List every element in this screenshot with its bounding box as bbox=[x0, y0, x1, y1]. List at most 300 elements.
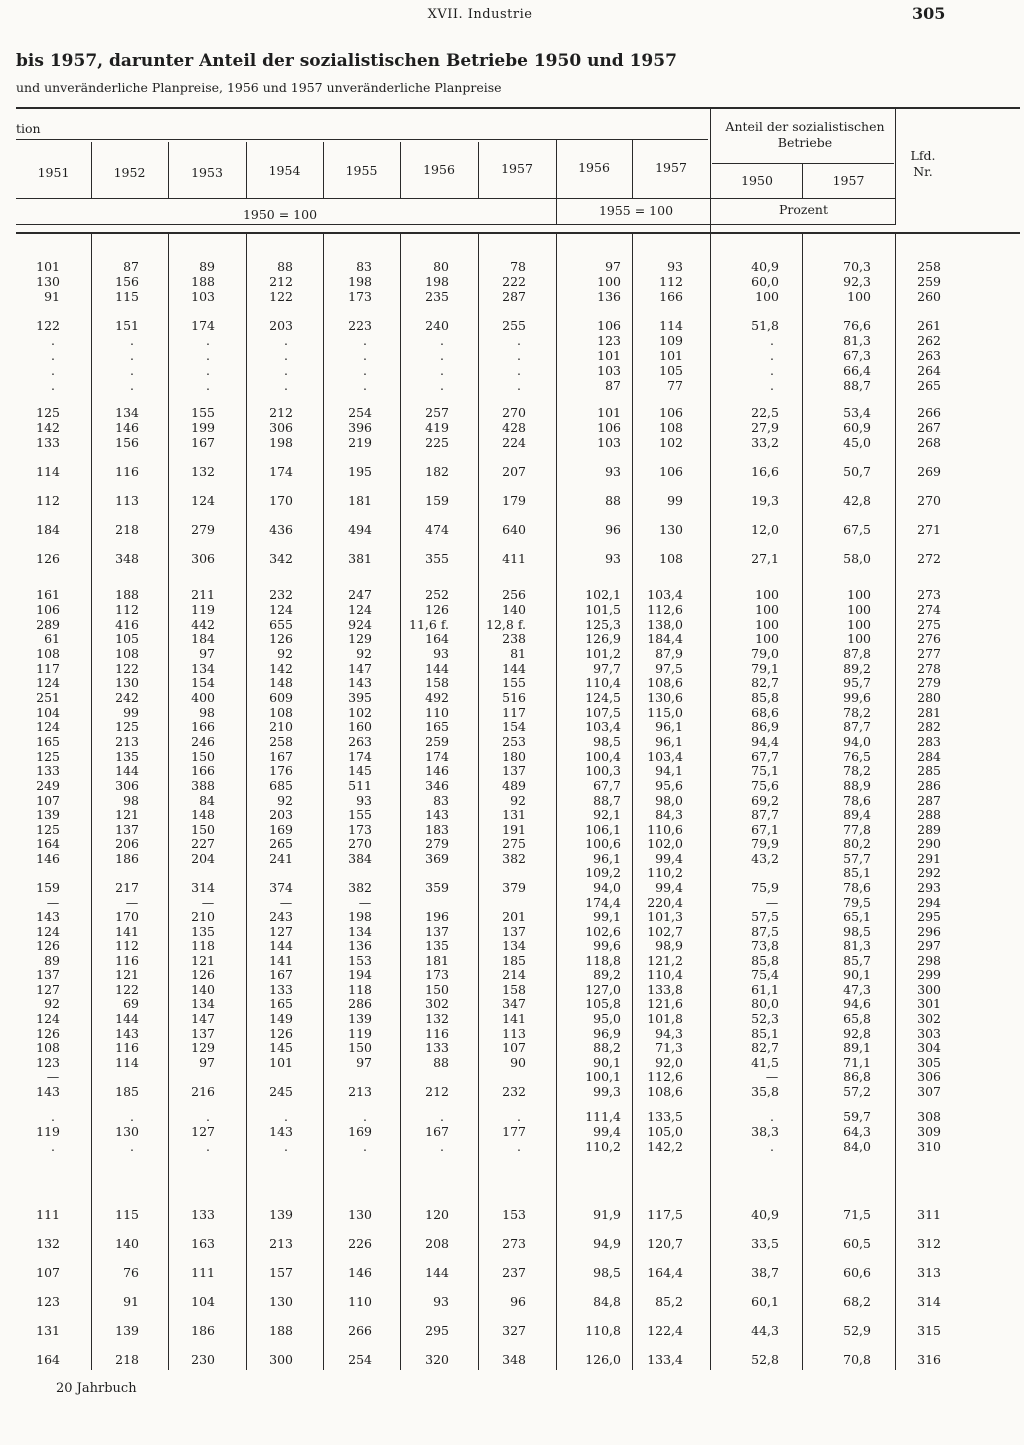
table-cell: 106,1 bbox=[585, 822, 621, 837]
table-cell: 232 bbox=[269, 587, 293, 602]
table-cell: 89,1 bbox=[843, 1040, 871, 1055]
header-idx-1957: 1957 bbox=[655, 160, 687, 175]
table-cell: 86,9 bbox=[751, 719, 779, 734]
table-cell: . bbox=[363, 348, 367, 363]
table-cell: 94,4 bbox=[751, 734, 779, 749]
table-cell: 142,2 bbox=[647, 1139, 683, 1154]
table-cell: 327 bbox=[502, 1323, 526, 1338]
table-cell: 38,3 bbox=[751, 1124, 779, 1139]
table-cell: 213 bbox=[269, 1236, 293, 1251]
table-cell: 53,4 bbox=[843, 405, 871, 420]
table-cell: 400 bbox=[191, 690, 215, 705]
table-cell: 129 bbox=[191, 1040, 215, 1055]
table-cell: 269 bbox=[917, 464, 941, 479]
table-cell: 137 bbox=[191, 1026, 215, 1041]
table-cell: . bbox=[517, 333, 521, 348]
table-cell: 11,6 f. bbox=[409, 617, 449, 632]
table-cell: 125 bbox=[36, 405, 60, 420]
table-cell: 97 bbox=[356, 1055, 372, 1070]
table-cell: 206 bbox=[115, 836, 139, 851]
table-cell: 71,3 bbox=[655, 1040, 683, 1055]
table-cell: 119 bbox=[36, 1124, 60, 1139]
table-cell: 159 bbox=[425, 493, 449, 508]
table-cell: 124,5 bbox=[585, 690, 621, 705]
table-cell: . bbox=[363, 1139, 367, 1154]
table-cell: 12,0 bbox=[751, 522, 779, 537]
table-cell: 115,0 bbox=[647, 705, 683, 720]
table-cell: 87,7 bbox=[751, 807, 779, 822]
table-cell: 184,4 bbox=[647, 631, 683, 646]
table-cell: 237 bbox=[502, 1265, 526, 1280]
table-cell: 135 bbox=[191, 924, 215, 939]
table-cell: 142 bbox=[269, 661, 293, 676]
table-cell: 85,8 bbox=[751, 953, 779, 968]
table-cell: 419 bbox=[425, 420, 449, 435]
table-cell: 290 bbox=[917, 836, 941, 851]
table-cell: 266 bbox=[917, 405, 941, 420]
table-cell: . bbox=[440, 378, 444, 393]
table-cell: 213 bbox=[348, 1084, 372, 1099]
table-cell: 132 bbox=[191, 464, 215, 479]
table-cell: 110,2 bbox=[585, 1139, 621, 1154]
header-year-1956: 1956 bbox=[423, 162, 455, 177]
table-cell: . bbox=[284, 348, 288, 363]
table-cell: 316 bbox=[917, 1352, 941, 1367]
table-cell: . bbox=[517, 348, 521, 363]
table-cell: 73,8 bbox=[751, 938, 779, 953]
table-cell: 131 bbox=[502, 807, 526, 822]
table-cell: 170 bbox=[269, 493, 293, 508]
table-cell: 640 bbox=[502, 522, 526, 537]
table-cell: 126 bbox=[269, 631, 293, 646]
table-cell: . bbox=[130, 1109, 134, 1124]
table-cell: 281 bbox=[917, 705, 941, 720]
table-cell: 186 bbox=[115, 851, 139, 866]
table-cell: — bbox=[46, 1069, 60, 1084]
table-cell: . bbox=[284, 363, 288, 378]
table-cell: 108 bbox=[36, 646, 60, 661]
table-cell: 166 bbox=[191, 719, 215, 734]
table-cell: . bbox=[206, 363, 210, 378]
table-cell: 262 bbox=[917, 333, 941, 348]
table-cell: 136 bbox=[348, 938, 372, 953]
table-cell: 216 bbox=[191, 1084, 215, 1099]
table-title: bis 1957, darunter Anteil der sozialistischen Betriebe 1950 und 1957 bbox=[16, 51, 677, 71]
table-cell: 111 bbox=[36, 1207, 60, 1222]
table-cell: 27,1 bbox=[751, 551, 779, 566]
table-cell: 90,1 bbox=[843, 967, 871, 982]
table-cell: 121 bbox=[191, 953, 215, 968]
table-cell: . bbox=[130, 333, 134, 348]
table-cell: 297 bbox=[917, 938, 941, 953]
table-cell: 122 bbox=[115, 661, 139, 676]
table-cell: 291 bbox=[917, 851, 941, 866]
table-cell: 98,5 bbox=[593, 1265, 621, 1280]
table-cell: 116 bbox=[115, 1040, 139, 1055]
table-cell: 232 bbox=[502, 1084, 526, 1099]
table-cell: . bbox=[206, 1109, 210, 1124]
table-cell: 83 bbox=[433, 793, 449, 808]
table-cell: 95,7 bbox=[843, 675, 871, 690]
table-cell: 185 bbox=[115, 1084, 139, 1099]
table-cell: 254 bbox=[348, 405, 372, 420]
table-cell: . bbox=[284, 1109, 288, 1124]
table-cell: 219 bbox=[348, 435, 372, 450]
table-cell: 100 bbox=[847, 602, 871, 617]
table-cell: 109,2 bbox=[585, 865, 621, 880]
table-cell: 89 bbox=[199, 259, 215, 274]
table-cell: 304 bbox=[917, 1040, 941, 1055]
table-cell: 139 bbox=[36, 807, 60, 822]
table-cell: 150 bbox=[425, 982, 449, 997]
table-cell: 116 bbox=[115, 464, 139, 479]
table-cell: 97,5 bbox=[655, 661, 683, 676]
table-cell: 300 bbox=[917, 982, 941, 997]
table-cell: 87,9 bbox=[655, 646, 683, 661]
table-cell: 85,2 bbox=[655, 1294, 683, 1309]
table-cell: 120 bbox=[425, 1207, 449, 1222]
table-cell: 103 bbox=[597, 435, 621, 450]
table-cell: — bbox=[765, 1069, 779, 1084]
table-cell: 141 bbox=[115, 924, 139, 939]
table-cell: 134 bbox=[191, 996, 215, 1011]
table-cell: 82,7 bbox=[751, 1040, 779, 1055]
table-cell: . bbox=[440, 363, 444, 378]
table-cell: 258 bbox=[917, 259, 941, 274]
table-cell: 135 bbox=[425, 938, 449, 953]
table-cell: 194 bbox=[348, 967, 372, 982]
table-cell: 284 bbox=[917, 749, 941, 764]
table-cell: 213 bbox=[115, 734, 139, 749]
table-cell: 134 bbox=[348, 924, 372, 939]
table-cell: 125,3 bbox=[585, 617, 621, 632]
table-cell: 266 bbox=[348, 1323, 372, 1338]
table-cell: 103,4 bbox=[647, 749, 683, 764]
table-cell: 144 bbox=[269, 938, 293, 953]
table-cell: 102,6 bbox=[585, 924, 621, 939]
table-cell: 238 bbox=[502, 631, 526, 646]
table-cell: 112 bbox=[115, 602, 139, 617]
table-cell: 154 bbox=[191, 675, 215, 690]
table-cell: 100 bbox=[847, 289, 871, 304]
table-cell: 442 bbox=[191, 617, 215, 632]
table-cell: 203 bbox=[269, 807, 293, 822]
table-cell: 347 bbox=[502, 996, 526, 1011]
table-cell: 143 bbox=[36, 909, 60, 924]
table-cell: 132 bbox=[425, 1011, 449, 1026]
vrule-7 bbox=[556, 140, 557, 224]
table-cell: 254 bbox=[348, 1352, 372, 1367]
table-cell: 127 bbox=[36, 982, 60, 997]
table-cell: 79,5 bbox=[843, 895, 871, 910]
table-cell: 79,9 bbox=[751, 836, 779, 851]
table-cell: 96,1 bbox=[593, 851, 621, 866]
table-cell: 222 bbox=[502, 274, 526, 289]
table-cell: . bbox=[206, 378, 210, 393]
table-cell: 60,5 bbox=[843, 1236, 871, 1251]
table-cell: 685 bbox=[269, 778, 293, 793]
table-cell: 52,3 bbox=[751, 1011, 779, 1026]
header-lfd-nr: Lfd. Nr. bbox=[910, 148, 936, 179]
table-cell: 115 bbox=[115, 1207, 139, 1222]
table-cell: 98 bbox=[123, 793, 139, 808]
table-cell: 90,1 bbox=[593, 1055, 621, 1070]
table-cell: 110 bbox=[425, 705, 449, 720]
table-cell: 61,1 bbox=[751, 982, 779, 997]
table-cell: 263 bbox=[348, 734, 372, 749]
header-anteil-1957: 1957 bbox=[832, 173, 865, 188]
table-cell: 137 bbox=[36, 967, 60, 982]
table-cell: 268 bbox=[917, 435, 941, 450]
table-cell: 108 bbox=[659, 551, 683, 566]
table-cell: 95,6 bbox=[655, 778, 683, 793]
table-cell: 84,8 bbox=[593, 1294, 621, 1309]
table-cell: 86,8 bbox=[843, 1069, 871, 1084]
table-cell: 173 bbox=[348, 822, 372, 837]
table-cell: . bbox=[440, 333, 444, 348]
table-cell: 93 bbox=[605, 551, 621, 566]
table-cell: 267 bbox=[917, 420, 941, 435]
table-cell: 195 bbox=[348, 464, 372, 479]
table-cell: 300 bbox=[269, 1352, 293, 1367]
table-cell: 196 bbox=[425, 909, 449, 924]
table-cell: 99,4 bbox=[655, 880, 683, 895]
table-cell: 97 bbox=[605, 259, 621, 274]
table-cell: 94,9 bbox=[593, 1236, 621, 1251]
table-cell: 133 bbox=[36, 763, 60, 778]
table-cell: 133 bbox=[191, 1207, 215, 1222]
table-cell: 33,5 bbox=[751, 1236, 779, 1251]
table-cell: 96 bbox=[605, 522, 621, 537]
table-cell: 198 bbox=[425, 274, 449, 289]
table-cell: 12,8 f. bbox=[486, 617, 526, 632]
table-cell: 99,3 bbox=[593, 1084, 621, 1099]
table-cell: 100 bbox=[847, 631, 871, 646]
header-anteil: Anteil der sozialistischen Betriebe bbox=[725, 119, 885, 150]
table-cell: 169 bbox=[269, 822, 293, 837]
table-cell: 129 bbox=[348, 631, 372, 646]
table-cell: 174 bbox=[425, 749, 449, 764]
table-cell: 123 bbox=[597, 333, 621, 348]
table-cell: 289 bbox=[36, 617, 60, 632]
table-cell: 110,8 bbox=[585, 1323, 621, 1338]
table-cell: 68,6 bbox=[751, 705, 779, 720]
table-cell: 101 bbox=[597, 405, 621, 420]
table-cell: 122 bbox=[36, 318, 60, 333]
table-cell: 42,8 bbox=[843, 493, 871, 508]
table-cell: 103 bbox=[597, 363, 621, 378]
table-cell: 75,6 bbox=[751, 778, 779, 793]
table-cell: 65,1 bbox=[843, 909, 871, 924]
table-cell: 153 bbox=[348, 953, 372, 968]
table-cell: 88,7 bbox=[593, 793, 621, 808]
table-cell: 84 bbox=[199, 793, 215, 808]
header-year-1954: 1954 bbox=[268, 163, 301, 178]
table-cell: 135 bbox=[115, 749, 139, 764]
table-cell: 50,7 bbox=[843, 464, 871, 479]
table-cell: 217 bbox=[115, 880, 139, 895]
rule-body bbox=[16, 232, 1020, 234]
table-cell: 110 bbox=[348, 1294, 372, 1309]
table-cell: 243 bbox=[269, 909, 293, 924]
table-cell: — bbox=[279, 895, 293, 910]
table-cell: 103,4 bbox=[647, 587, 683, 602]
table-cell: 348 bbox=[502, 1352, 526, 1367]
table-cell: 77,8 bbox=[843, 822, 871, 837]
table-cell: 270 bbox=[502, 405, 526, 420]
table-cell: 88,2 bbox=[593, 1040, 621, 1055]
table-cell: 312 bbox=[917, 1236, 941, 1251]
table-cell: . bbox=[363, 363, 367, 378]
table-cell: 35,8 bbox=[751, 1084, 779, 1099]
table-cell: 218 bbox=[115, 1352, 139, 1367]
table-cell: 149 bbox=[269, 1011, 293, 1026]
table-cell: 130 bbox=[115, 675, 139, 690]
table-cell: 203 bbox=[269, 318, 293, 333]
table-cell: 154 bbox=[502, 719, 526, 734]
table-cell: 138,0 bbox=[647, 617, 683, 632]
table-cell: . bbox=[770, 363, 774, 378]
table-cell: 185 bbox=[502, 953, 526, 968]
table-cell: 92,3 bbox=[843, 274, 871, 289]
table-cell: 156 bbox=[115, 435, 139, 450]
table-cell: 116 bbox=[115, 953, 139, 968]
table-cell: 123 bbox=[36, 1055, 60, 1070]
table-cell: 191 bbox=[502, 822, 526, 837]
table-cell: 123 bbox=[36, 1294, 60, 1309]
table-cell: 118 bbox=[348, 982, 372, 997]
table-cell: 98,9 bbox=[655, 938, 683, 953]
table-cell: . bbox=[51, 333, 55, 348]
table-cell: 88 bbox=[277, 259, 293, 274]
table-cell: 80,0 bbox=[751, 996, 779, 1011]
table-cell: — bbox=[46, 895, 60, 910]
table-cell: . bbox=[363, 378, 367, 393]
table-cell: . bbox=[517, 1139, 521, 1154]
table-cell: . bbox=[440, 348, 444, 363]
table-cell: 155 bbox=[348, 807, 372, 822]
table-cell: 108,6 bbox=[647, 675, 683, 690]
table-cell: 130,6 bbox=[647, 690, 683, 705]
table-cell: 97 bbox=[199, 1055, 215, 1070]
table-cell: 184 bbox=[36, 522, 60, 537]
table-cell: 124 bbox=[269, 602, 293, 617]
table-cell: 146 bbox=[425, 763, 449, 778]
table-cell: 315 bbox=[917, 1323, 941, 1338]
table-cell: 273 bbox=[917, 587, 941, 602]
table-cell: 40,9 bbox=[751, 259, 779, 274]
table-cell: 94,0 bbox=[593, 880, 621, 895]
table-cell: 76 bbox=[123, 1265, 139, 1280]
table-cell: 310 bbox=[917, 1139, 941, 1154]
table-cell: 133 bbox=[36, 435, 60, 450]
table-cell: 126,0 bbox=[585, 1352, 621, 1367]
table-cell: 92 bbox=[277, 793, 293, 808]
table-cell: 283 bbox=[917, 734, 941, 749]
table-cell: 41,5 bbox=[751, 1055, 779, 1070]
table-cell: 157 bbox=[269, 1265, 293, 1280]
table-cell: 125 bbox=[115, 719, 139, 734]
table-cell: 245 bbox=[269, 1084, 293, 1099]
table-cell: 374 bbox=[269, 880, 293, 895]
header-anteil-1950: 1950 bbox=[741, 173, 773, 188]
table-cell: 92 bbox=[44, 996, 60, 1011]
table-cell: 100 bbox=[755, 289, 779, 304]
table-cell: 52,9 bbox=[843, 1323, 871, 1338]
table-cell: 108 bbox=[115, 646, 139, 661]
table-cell: 150 bbox=[191, 749, 215, 764]
table-cell: 97 bbox=[199, 646, 215, 661]
table-cell: 92 bbox=[510, 793, 526, 808]
table-cell: 148 bbox=[269, 675, 293, 690]
table-cell: 94,1 bbox=[655, 763, 683, 778]
table-cell: 124 bbox=[36, 924, 60, 939]
table-cell: 655 bbox=[269, 617, 293, 632]
table-cell: 94,6 bbox=[843, 996, 871, 1011]
table-cell: 220,4 bbox=[647, 895, 683, 910]
table-cell: 93 bbox=[433, 646, 449, 661]
table-cell: 98 bbox=[199, 705, 215, 720]
table-cell: 100 bbox=[847, 617, 871, 632]
table-cell: 88,7 bbox=[843, 378, 871, 393]
table-cell: 57,5 bbox=[751, 909, 779, 924]
table-cell: 173 bbox=[348, 289, 372, 304]
table-cell: 270 bbox=[917, 493, 941, 508]
table-cell: 40,9 bbox=[751, 1207, 779, 1222]
table-cell: 85,8 bbox=[751, 690, 779, 705]
table-cell: 105 bbox=[659, 363, 683, 378]
table-cell: 292 bbox=[917, 865, 941, 880]
table-cell: 118,8 bbox=[585, 953, 621, 968]
table-cell: 176 bbox=[269, 763, 293, 778]
table-cell: 342 bbox=[269, 551, 293, 566]
table-cell: 137 bbox=[425, 924, 449, 939]
table-cell: 151 bbox=[115, 318, 139, 333]
table-cell: 164,4 bbox=[647, 1265, 683, 1280]
rule-top bbox=[16, 107, 1020, 109]
table-cell: 22,5 bbox=[751, 405, 779, 420]
table-cell: 75,9 bbox=[751, 880, 779, 895]
table-cell: 100 bbox=[597, 274, 621, 289]
table-cell: 108 bbox=[659, 420, 683, 435]
table-cell: 104 bbox=[36, 705, 60, 720]
table-cell: 101,8 bbox=[647, 1011, 683, 1026]
table-cell: 212 bbox=[269, 405, 293, 420]
table-cell: 188 bbox=[191, 274, 215, 289]
table-cell: 78,2 bbox=[843, 705, 871, 720]
table-cell: 98,0 bbox=[655, 793, 683, 808]
table-cell: 100,6 bbox=[585, 836, 621, 851]
table-cell: 99,6 bbox=[843, 690, 871, 705]
table-cell: 181 bbox=[348, 493, 372, 508]
table-cell: 388 bbox=[191, 778, 215, 793]
table-cell: 124 bbox=[36, 1011, 60, 1026]
table-cell: 161 bbox=[36, 587, 60, 602]
table-cell: 395 bbox=[348, 690, 372, 705]
table-cell: 87,5 bbox=[751, 924, 779, 939]
table-cell: 241 bbox=[269, 851, 293, 866]
table-cell: 296 bbox=[917, 924, 941, 939]
table-cell: 106 bbox=[36, 602, 60, 617]
table-cell: 101,3 bbox=[647, 909, 683, 924]
table-cell: 79,1 bbox=[751, 661, 779, 676]
table-cell: 112,6 bbox=[647, 602, 683, 617]
table-cell: 100 bbox=[755, 602, 779, 617]
table-cell: 179 bbox=[502, 493, 526, 508]
table-cell: 88 bbox=[433, 1055, 449, 1070]
table-cell: 293 bbox=[917, 880, 941, 895]
table-cell: 126 bbox=[269, 1026, 293, 1041]
